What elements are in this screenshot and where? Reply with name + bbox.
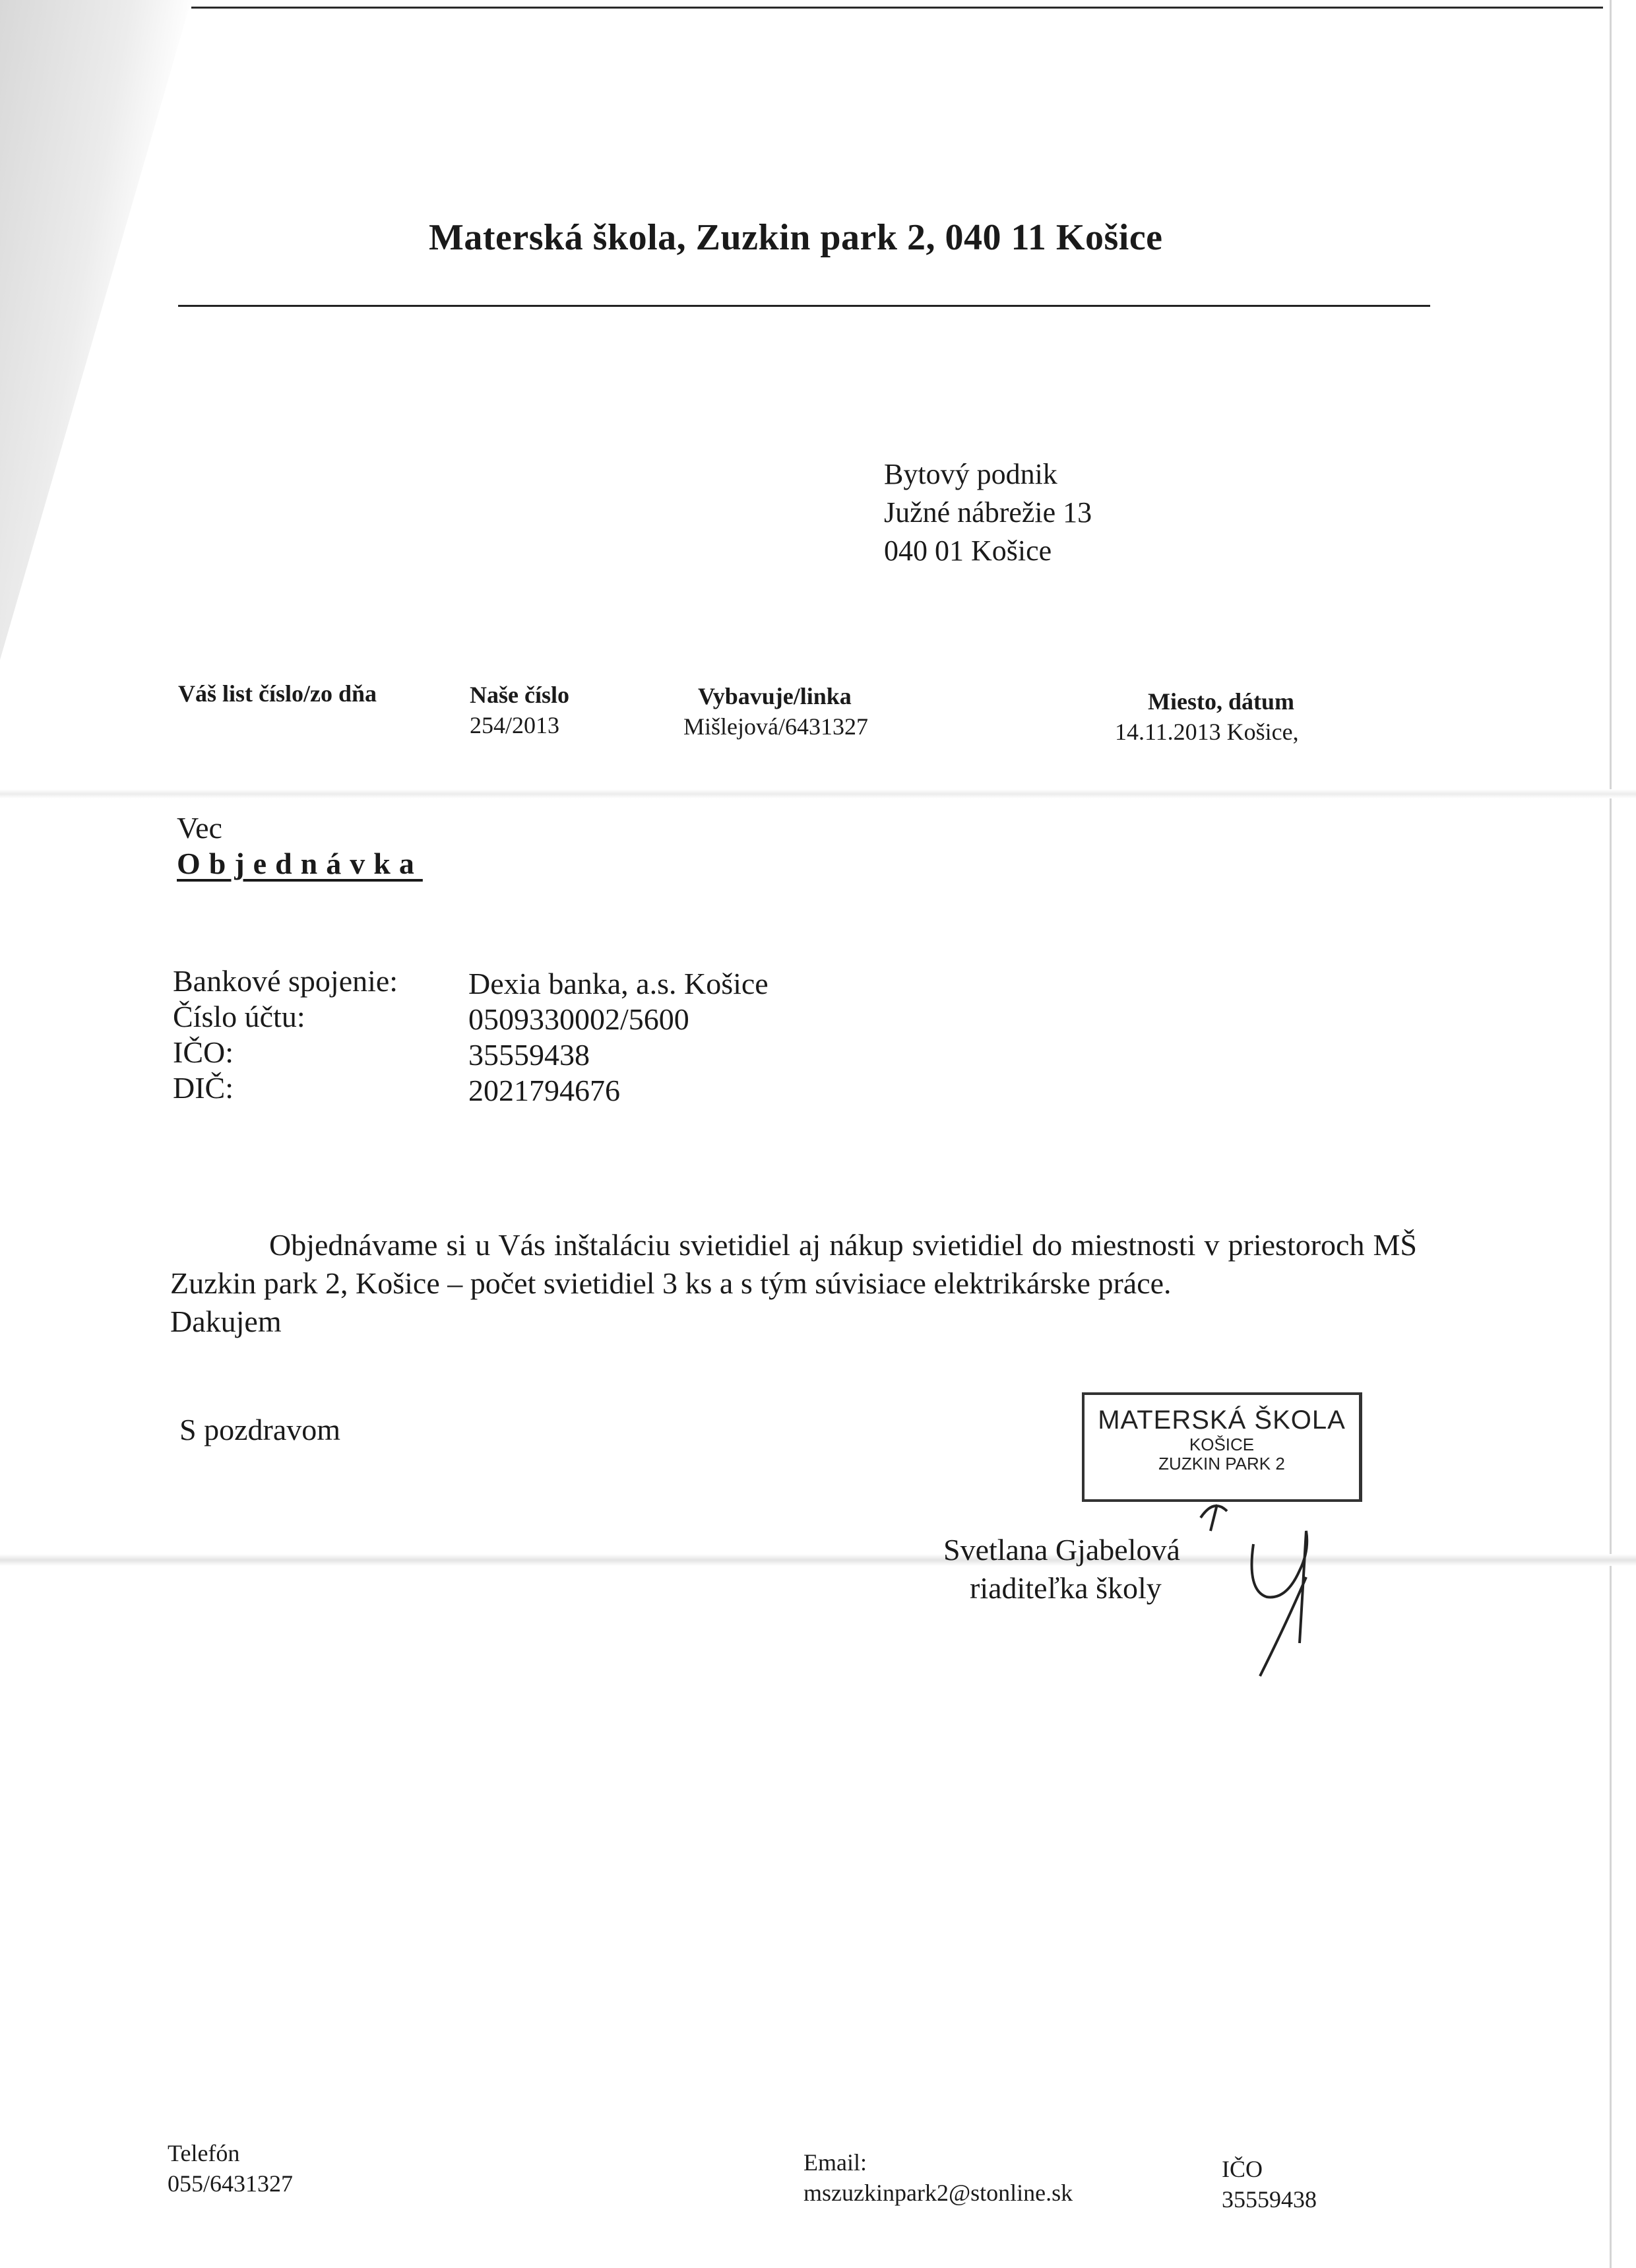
bank-label: Číslo účtu: [173, 1000, 305, 1033]
phone-value: 055/6431327 [168, 2170, 294, 2197]
bank-value: 2021794676 [468, 1074, 620, 1107]
letter-body [170, 1226, 1417, 1341]
signer-block [943, 1531, 1180, 1607]
recipient-line: Bytový podnik [884, 458, 1057, 490]
subject-label: Vec [177, 811, 222, 845]
paper-fold-line [0, 1554, 1636, 1566]
your-letter-label: Váš list číslo/zo dňa [178, 680, 377, 707]
recipient-line: 040 01 Košice [884, 535, 1052, 567]
signer-name: Svetlana Gjabelová [943, 1533, 1180, 1567]
bank-details-labels [173, 963, 398, 1106]
bank-value: 35559438 [468, 1038, 590, 1072]
subject-title: Objednávka [177, 847, 423, 880]
letterhead-divider [178, 305, 1430, 307]
bank-label: Bankové spojenie: [173, 964, 398, 998]
handled-by-value: Mišlejová/6431327 [683, 713, 868, 740]
place-date-label: Miesto, dátum [1148, 688, 1294, 715]
handled-by-label: Vybavuje/linka [698, 683, 852, 709]
school-stamp [1082, 1392, 1362, 1502]
thanks-line: Dakujem [170, 1305, 282, 1338]
bank-label: DIČ: [173, 1071, 234, 1105]
bank-details-values [468, 966, 769, 1109]
our-number-value: 254/2013 [470, 712, 560, 738]
scan-shadow [0, 0, 211, 660]
footer-phone [168, 2138, 293, 2199]
scan-top-edge [191, 7, 1603, 9]
phone-label: Telefón [168, 2140, 240, 2166]
handwritten-signature [1187, 1491, 1346, 1689]
footer-email [803, 2147, 1073, 2208]
bank-label: IČO: [173, 1035, 234, 1069]
ico-value: 35559438 [1222, 2186, 1317, 2213]
scan-right-edge [1610, 0, 1612, 2268]
our-number-label: Naše číslo [470, 682, 569, 708]
body-paragraph: Objednávame si u Vás inštaláciu svietidiel aj nákup svietidiel do miestnosti v priestoroch MŠ Zuzkin park 2, Košice – počet svietidiel 3 ks a s tým súvisiace elektrikárske práce. [170, 1228, 1417, 1300]
stamp-line: ZUZKIN PARK 2 [1158, 1454, 1285, 1474]
signer-role: riaditeľka školy [970, 1571, 1162, 1605]
recipient-address [884, 455, 1092, 570]
email-value: mszuzkinpark2@stonline.sk [803, 2180, 1073, 2206]
closing-greeting: S pozdravom [179, 1413, 341, 1446]
recipient-line: Južné nábrežie 13 [884, 496, 1092, 529]
place-date-value: 14.11.2013 Košice, [1115, 719, 1299, 745]
paper-fold-line [0, 789, 1636, 798]
footer-ico [1222, 2154, 1317, 2215]
bank-value: Dexia banka, a.s. Košice [468, 967, 769, 1000]
email-label: Email: [803, 2149, 867, 2176]
stamp-line: KOŠICE [1189, 1435, 1255, 1454]
bank-value: 0509330002/5600 [468, 1002, 689, 1036]
stamp-line: MATERSKÁ ŠKOLA [1098, 1406, 1346, 1435]
letterhead-title: Materská škola, Zuzkin park 2, 040 11 Košice [429, 217, 1163, 258]
ico-label: IČO [1222, 2156, 1263, 2182]
